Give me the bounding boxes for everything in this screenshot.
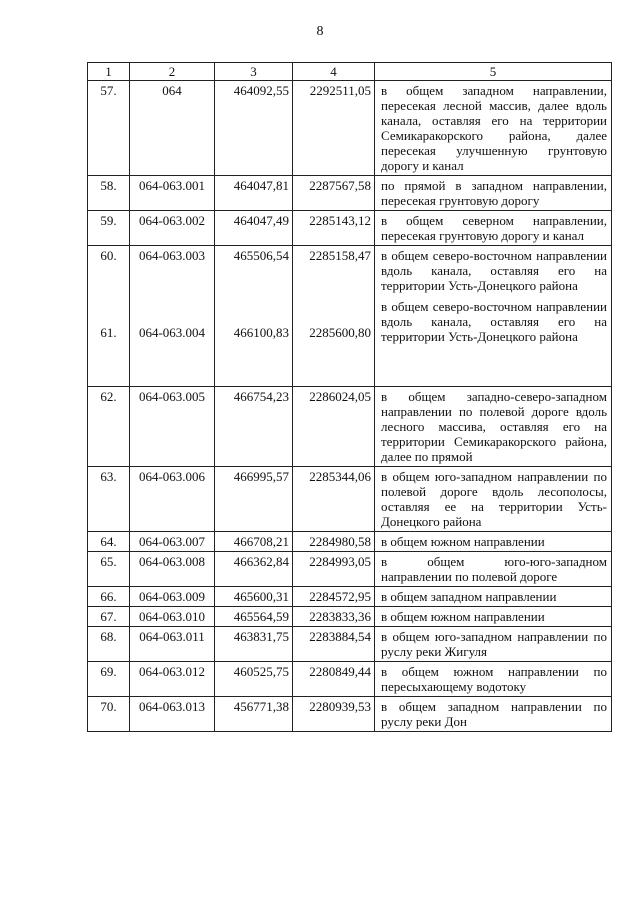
point-code: 064-063.001 xyxy=(130,176,215,211)
point-code: 064-063.012 xyxy=(130,662,215,697)
column-header: 3 xyxy=(215,63,293,81)
coordinate-x: 466754,23 xyxy=(215,387,293,467)
row-number: 67. xyxy=(88,607,130,627)
column-header: 4 xyxy=(293,63,375,81)
boundary-description-cell xyxy=(375,246,612,387)
table-row xyxy=(88,662,612,697)
coordinate-y: 2292511,05 xyxy=(293,81,375,176)
coordinate-x: 460525,75 xyxy=(215,662,293,697)
boundary-description: в общем северном направлении, пересекая грунтовую дорогу и канал xyxy=(375,211,612,246)
coordinate-y: 2286024,05 xyxy=(293,387,375,467)
row-number: 58. xyxy=(88,176,130,211)
boundary-description: в общем южном направлении xyxy=(375,532,612,552)
boundary-description: в общем южном направлении xyxy=(375,607,612,627)
row-number: 64. xyxy=(88,532,130,552)
table-row xyxy=(88,697,612,732)
table-row xyxy=(88,607,612,627)
coordinate-y: 2284993,05 xyxy=(293,552,375,587)
coordinate-y: 2285143,12 xyxy=(293,211,375,246)
coordinate-y: 2284572,95 xyxy=(293,587,375,607)
point-code: 064-063.008 xyxy=(130,552,215,587)
coordinate-x: 465600,31 xyxy=(215,587,293,607)
point-code: 064-063.004 xyxy=(138,325,206,340)
row-number: 70. xyxy=(88,697,130,732)
coordinate-x: 466362,84 xyxy=(215,552,293,587)
table-row xyxy=(88,532,612,552)
page-number: 8 xyxy=(316,24,324,39)
point-code: 064-063.011 xyxy=(130,627,215,662)
coordinate-x: 464047,49 xyxy=(215,211,293,246)
column-header: 1 xyxy=(88,63,130,81)
table-row xyxy=(88,627,612,662)
boundary-description: в общем западном направлении xyxy=(375,587,612,607)
coordinate-y: 2285344,06 xyxy=(293,467,375,532)
boundary-description: в общем юго-юго-западном направлении по полевой дороге xyxy=(375,552,612,587)
coordinate-x: 456771,38 xyxy=(215,697,293,732)
row-number: 65. xyxy=(88,552,130,587)
coordinates-table xyxy=(87,62,612,732)
point-code: 064-063.009 xyxy=(130,587,215,607)
boundary-description: в общем юго-западном направлении по полевой дороге вдоль лесополосы, оставляя ее на территории Усть-Донецкого района xyxy=(375,467,612,532)
row-number: 61. xyxy=(100,325,117,340)
table-row xyxy=(88,176,612,211)
coordinate-x: 466100,83 xyxy=(233,325,289,340)
point-code: 064-063.010 xyxy=(130,607,215,627)
table-row xyxy=(88,211,612,246)
point-code: 064-063.006 xyxy=(130,467,215,532)
coordinate-y: 2284980,58 xyxy=(293,532,375,552)
row-number: 62. xyxy=(88,387,130,467)
boundary-description: в общем западно-северо-западном направлении по полевой дороге вдоль лесного массива, оставляя его на территории Семикаракорского района, далее по прямой xyxy=(375,387,612,467)
row-number: 63. xyxy=(88,467,130,532)
boundary-description: в общем северо-восточном направлении вдоль канала, оставляя его на территории Усть-Донецкого района xyxy=(381,299,607,344)
table-row xyxy=(88,587,612,607)
coordinate-x-cell xyxy=(215,246,293,387)
point-code: 064 xyxy=(130,81,215,176)
boundary-description: в общем западном направлении, пересекая лесной массив, далее вдоль канала, оставляя его на территории Семикаракорского района, далее пересекая улучшенную грунтовую дорогу и канал xyxy=(375,81,612,176)
boundary-description: в общем южном направлении по пересыхающему водотоку xyxy=(375,662,612,697)
coordinate-y: 2283833,36 xyxy=(293,607,375,627)
coordinate-y: 2287567,58 xyxy=(293,176,375,211)
row-number: 66. xyxy=(88,587,130,607)
boundary-description: в общем северо-восточном направлении вдоль канала, оставляя его на территории Усть-Донецкого района xyxy=(381,248,607,293)
table-header-row xyxy=(88,63,612,81)
coordinate-x: 464092,55 xyxy=(215,81,293,176)
coordinate-x: 466995,57 xyxy=(215,467,293,532)
coordinate-y: 2280939,53 xyxy=(293,697,375,732)
table-row xyxy=(88,387,612,467)
coordinate-y: 2285600,80 xyxy=(309,325,371,340)
coordinate-y: 2283884,54 xyxy=(293,627,375,662)
row-number: 60. xyxy=(100,248,117,263)
table-row xyxy=(88,467,612,532)
column-header: 2 xyxy=(130,63,215,81)
coordinate-x: 463831,75 xyxy=(215,627,293,662)
coordinate-y-cell xyxy=(293,246,375,387)
point-code-cell xyxy=(130,246,215,387)
coordinate-y: 2285158,47 xyxy=(309,248,371,263)
coordinate-y: 2280849,44 xyxy=(293,662,375,697)
coordinate-x: 464047,81 xyxy=(215,176,293,211)
row-number: 69. xyxy=(88,662,130,697)
row-number: 68. xyxy=(88,627,130,662)
point-code: 064-063.013 xyxy=(130,697,215,732)
column-header: 5 xyxy=(375,63,612,81)
row-number-cell xyxy=(88,246,130,387)
row-number: 57. xyxy=(88,81,130,176)
boundary-description: в общем юго-западном направлении по руслу реки Жигуля xyxy=(375,627,612,662)
coordinate-x: 466708,21 xyxy=(215,532,293,552)
table-row xyxy=(88,81,612,176)
boundary-description: в общем западном направлении по руслу реки Дон xyxy=(375,697,612,732)
table-row-merged xyxy=(88,246,612,387)
row-number: 59. xyxy=(88,211,130,246)
point-code: 064-063.007 xyxy=(130,532,215,552)
point-code: 064-063.003 xyxy=(138,248,206,263)
boundary-description: по прямой в западном направлении, пересекая грунтовую дорогу xyxy=(375,176,612,211)
coordinate-x: 465564,59 xyxy=(215,607,293,627)
point-code: 064-063.002 xyxy=(130,211,215,246)
table-row xyxy=(88,552,612,587)
coordinate-x: 465506,54 xyxy=(233,248,289,263)
point-code: 064-063.005 xyxy=(130,387,215,467)
